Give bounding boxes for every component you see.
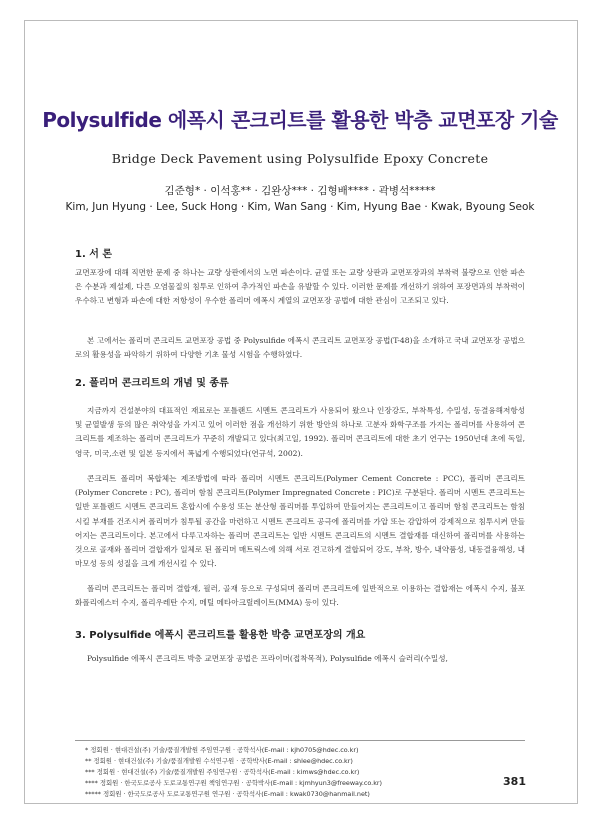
body-paragraph: 지금까지 건설분야의 대표적인 재료로는 포틀랜드 시멘트 콘크리트가 사용되어 왔으나 인장강도, 부착특성, 수밀성, 동결융해저항성 및 균열발생 등의 많은 취약성을 가지고 있어 이러한 점을 개선하기 위한 방안의 하나로 고분자 화학구조를 가지는 폴리머를 사용하여 콘크리트를 제조하는 폴리머 콘크리트가 꾸준히 개발되고 있다(최고일, 1992). 폴리머 콘크리트에 대한 초기 연구는 1950년대 초에 독일, 영국, 미국,소련 및 일본 등지에서 폭넓게 수행되었다(연규석, 2002). xyxy=(75,406,525,458)
body-paragraph: 폴리머 콘크리트는 폴리머 결합재, 필러, 골재 등으로 구성되며 폴리머 콘크리트에 일반적으로 이용하는 결합재는 에폭시 수지, 불포화폴리에스터 수지, 폴리우레탄 수지, 메틸 메타아크릴레이트(MMA) 등이 있다. xyxy=(75,584,525,608)
body-paragraph: 교면포장에 대해 직면한 문제 중 하나는 교량 상판에서의 노면 파손이다. 균열 또는 교량 상판과 교면포장과의 부착력 불량으로 인한 파손은 수분과 제설제, 다른 오염물질의 침투로 인하여 추가적인 파손을 유발할 수 있다. 이러한 문제를 개선하기 위하여 포장면과의 부착력이 우수하고 변형과 파손에 대한 저항성이 우수한 폴리머 에폭시 계열의 교면포장 공법에 대한 관심이 고조되고 있다. xyxy=(75,268,526,306)
section-heading-introduction: 1. 서 론 xyxy=(75,249,113,260)
section-heading-overview: 3. Polysulfide 에폭시 콘크리트를 활용한 박층 교면포장의 개요 xyxy=(75,630,366,641)
authors-english: Kim, Jun Hyung · Lee, Suck Hong · Kim, Wan Sang · Kim, Hyung Bae · Kwak, Byoung Seok xyxy=(65,201,535,213)
paper-subtitle: Bridge Deck Pavement using Polysulfide Epoxy Concrete xyxy=(111,151,489,166)
paper-title: Polysulfide 에폭시 콘크리트를 활용한 박층 교면포장 기술 xyxy=(42,108,558,132)
footnote: **** 정회원 · 한국도로공사 도로교통연구원 책임연구원 · 공학박사(E-mail : kjmhyun3@freeway.co.kr) xyxy=(85,779,383,787)
section-heading-polymer-concrete: 2. 폴리머 콘크리트의 개념 및 종류 xyxy=(75,378,229,389)
footnote: *** 정회원 · 현대건설(주) 기술/품질개발원 주임연구원 · 공학석사(E-mail : kimws@hdec.co.kr) xyxy=(85,768,360,776)
footnote: ** 정회원 · 현대건설(주) 기술/품질개발원 수석연구원 · 공학박사(E-mail : shlee@hdec.co.kr) xyxy=(85,757,353,765)
body-paragraph: 본 고에서는 폴리머 콘크리트 교면포장 공법 중 Polysulfide 에폭시 콘크리트 교면포장 공법(T-48)을 소개하고 국내 교면포장 공법으로의 활용성을 파악하기 위하여 다양한 기초 물성 시험을 수행하였다. xyxy=(75,336,525,360)
body-paragraph: 콘크리트 폴리머 복합체는 제조방법에 따라 폴리머 시멘트 콘크리트(Polymer Cement Concrete : PCC), 폴리머 콘크리트(Polymer Concrete : PC), 폴리머 함침 콘크리트(Polymer Impregnated Concrete : PIC)로 구분된다. 폴리머 시멘트 콘크리트는 일반 포틀랜드 시멘트 콘크리트 혼합시에 수용성 또는 분산형 폴리머를 투입하여 만들어지는 콘크리트이고 폴리머 함침 콘크리트는 함침시킬 부재를 건조시켜 폴리머가 침투될 공간을 마련하고 시멘트 콘크리트 공극에 폴리머를 가압 또는 감압하여 강제적으로 침투시켜 만들어지는 콘크리트이다. 본고에서 다루고자하는 폴리머 콘크리트는 일반 시멘트 콘크리트의 시멘트 결합재를 대신하여 폴리머를 사용하는 것으로 골재와 폴리머 결합재가 일체로 된 폴리머 매트릭스에 의해 서로 견고하게 결합되어 강도, 부착, 방수, 내약품성, 내동결융해성, 내마모성 등의 성질을 크게 개선시킬 수 있다. xyxy=(75,474,525,569)
body-paragraph: Polysulfide 에폭시 콘크리트 박층 교면포장 공법은 프라이머(접착목적), Polysulfide 에폭시 슬러리(수밀성, xyxy=(87,654,448,663)
footnotes xyxy=(75,740,525,800)
authors-korean: 김준형* · 이석홍** · 김완상*** · 김형배**** · 곽병석***** xyxy=(164,185,436,197)
page-number: 381 xyxy=(503,775,526,788)
footnote: ***** 정회원 · 한국도로공사 도로교통연구원 연구원 · 공학석사(E-mail : kwak0730@hanmail.net) xyxy=(85,790,370,798)
footnote: * 정회원 · 현대건설(주) 기술/품질개발원 주임연구원 · 공학석사(E-mail : kjh0705@hdec.co.kr) xyxy=(85,746,359,754)
